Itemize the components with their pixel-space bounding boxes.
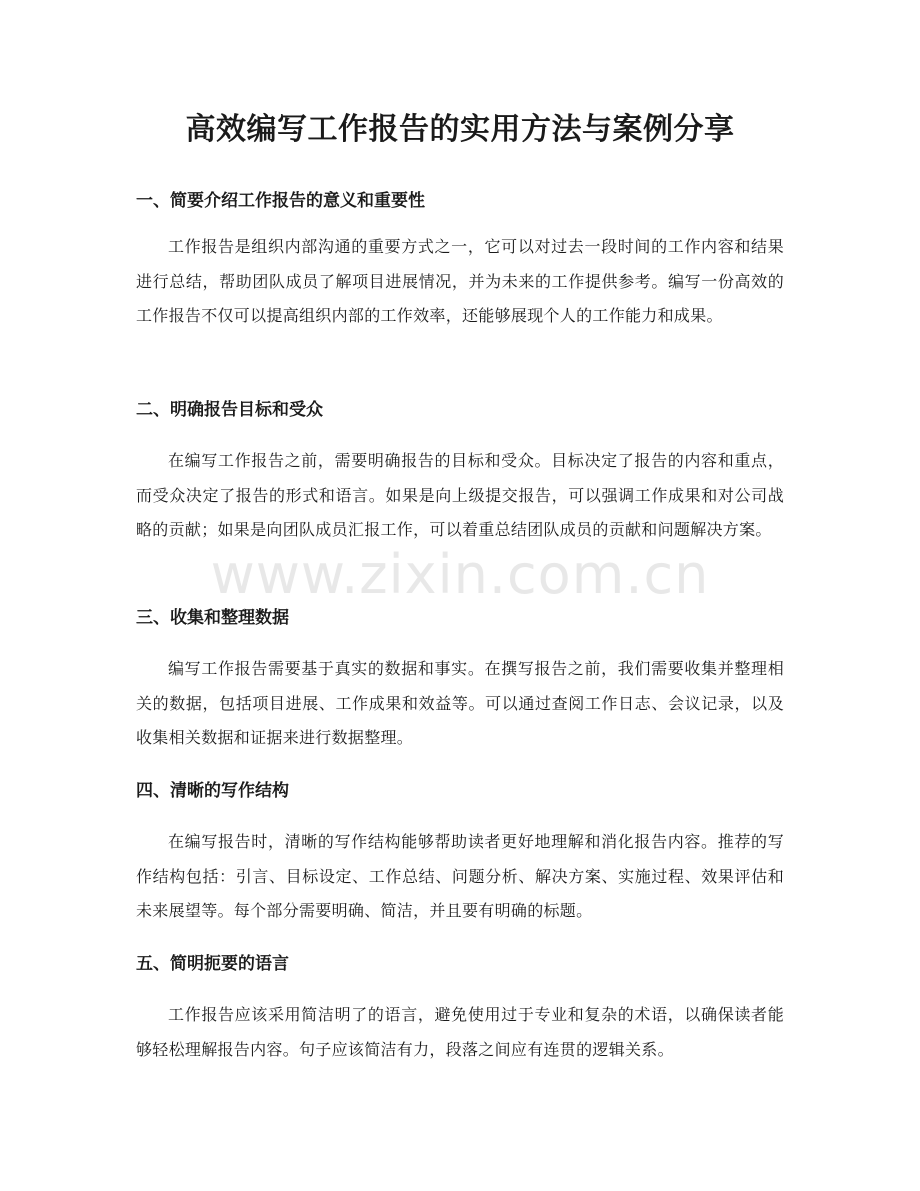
section-paragraph-2: 在编写工作报告之前，需要明确报告的目标和受众。目标决定了报告的内容和重点，而受众决定了报告的形式和语言。如果是向上级提交报告，可以强调工作成果和对公司战略的贡献；如果是向团队成员汇报工作，可以着重总结团队成员的贡献和问题解决方案。 — [136, 451, 784, 539]
section-heading-5: 五、简明扼要的语言 — [136, 954, 289, 974]
section-paragraph-5: 工作报告应该采用简洁明了的语言，避免使用过于专业和复杂的术语，以确保读者能够轻松理解报告内容。句子应该简洁有力，段落之间应有连贯的逻辑关系。 — [136, 1005, 784, 1059]
section-paragraph-4: 在编写报告时，清晰的写作结构能够帮助读者更好地理解和消化报告内容。推荐的写作结构包括：引言、目标设定、工作总结、问题分析、解决方案、实施过程、效果评估和未来展望等。每个部分需要明确、简洁，并且要有明确的标题。 — [136, 832, 784, 920]
section-heading-2: 二、明确报告目标和受众 — [136, 400, 323, 420]
watermark: www.zixin.com.cn — [210, 543, 710, 606]
document-title: 高效编写工作报告的实用方法与案例分享 — [185, 112, 735, 147]
section-paragraph-1: 工作报告是组织内部沟通的重要方式之一，它可以对过去一段时间的工作内容和结果进行总结，帮助团队成员了解项目进展情况，并为未来的工作提供参考。编写一份高效的工作报告不仅可以提高组织内部的工作效率，还能够展现个人的工作能力和成果。 — [136, 237, 784, 325]
section-heading-1: 一、简要介绍工作报告的意义和重要性 — [136, 191, 425, 211]
section-heading-3: 三、收集和整理数据 — [136, 608, 289, 628]
section-paragraph-3: 编写工作报告需要基于真实的数据和事实。在撰写报告之前，我们需要收集并整理相关的数据，包括项目进展、工作成果和效益等。可以通过查阅工作日志、会议记录，以及收集相关数据和证据来进行数据整理。 — [136, 659, 784, 747]
section-heading-4: 四、清晰的写作结构 — [136, 781, 289, 801]
